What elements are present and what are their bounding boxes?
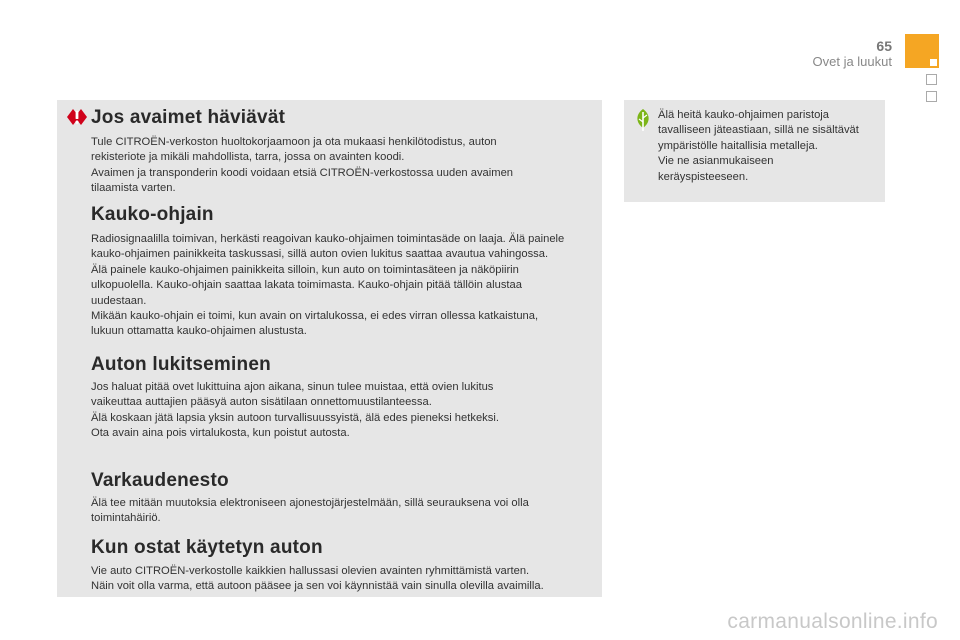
paragraph-lost-keys bbox=[91, 135, 597, 197]
heading-remote-control: Kauko-ohjain bbox=[91, 204, 214, 225]
heading-lost-keys: Jos avaimet häviävät bbox=[91, 107, 286, 128]
text-line: Älä tee mitään muutoksia elektroniseen ajonestojärjestelmään, sillä seurauksena voi olla bbox=[91, 497, 529, 509]
eco-leaf-icon bbox=[633, 108, 653, 132]
heading-anti-theft: Varkaudenesto bbox=[91, 470, 229, 491]
chapter-tab bbox=[905, 34, 939, 68]
text-line: Vie auto CITROËN-verkostolle kaikkien hallussasi olevien avainten ryhmittämistä varten. bbox=[91, 565, 530, 577]
text-line: Älä koskaan jätä lapsia yksin autoon turvallisuussyistä, älä edes pieneksi hetkeksi. bbox=[91, 411, 499, 424]
text-line: uudestaan. bbox=[91, 294, 147, 307]
text-line: Radiosignaalilla toimivan, herkästi reagoivan kauko-ohjaimen toimintasäde on laaja. Älä painele bbox=[91, 233, 565, 245]
tab-marker bbox=[930, 59, 937, 66]
text-line: toimintahäiriö. bbox=[91, 512, 161, 525]
paragraph-anti-theft bbox=[91, 496, 597, 527]
text-line: Älä heitä kauko-ohjaimen paristoja bbox=[658, 109, 830, 121]
text-line: Ota avain aina pois virtalukosta, kun poistut autosta. bbox=[91, 427, 350, 440]
text-line: Älä painele kauko-ohjaimen painikkeita silloin, kun auto on toimintasäteen ja näköpiirin bbox=[91, 263, 519, 276]
text-line: kauko-ohjaimen painikkeita taskussasi, sillä auton ovien lukitus saattaa avautua vahingossa. bbox=[91, 248, 549, 261]
text-line: tilaamista varten. bbox=[91, 182, 176, 195]
paragraph-remote-control bbox=[91, 232, 597, 340]
text-line: Avaimen ja transponderin koodi voidaan etsiä CITROËN-verkostossa uuden avaimen bbox=[91, 166, 514, 179]
tab-box-1 bbox=[926, 74, 937, 85]
section-label: Ovet ja luukut bbox=[812, 54, 892, 69]
text-line: Vie ne asianmukaiseen bbox=[658, 155, 774, 168]
tab-box-2 bbox=[926, 91, 937, 102]
text-line: ympäristölle haitallisia metalleja. bbox=[658, 139, 818, 152]
text-line: lukuun ottamatta kauko-ohjaimen alustusta. bbox=[91, 325, 307, 338]
text-line: tavalliseen jäteastiaan, sillä ne sisältävät bbox=[658, 124, 859, 137]
text-line: vaikeuttaa auttajien pääsyä auton sisätilaan onnettomuustilanteessa. bbox=[91, 396, 432, 409]
text-line: keräyspisteeseen. bbox=[658, 170, 749, 183]
warning-icon bbox=[66, 108, 88, 128]
paragraph-car-locking bbox=[91, 380, 597, 442]
heading-car-locking: Auton lukitseminen bbox=[91, 354, 271, 375]
paragraph-used-car bbox=[91, 564, 597, 595]
text-line: Mikään kauko-ohjain ei toimi, kun avain on virtalukossa, ei edes virran ollessa katkaistuna, bbox=[91, 310, 539, 323]
text-line: Näin voit olla varma, että autoon pääsee ja sen voi käynnistää vain sinulla olevilla avaimilla. bbox=[91, 580, 544, 593]
heading-used-car: Kun ostat käytetyn auton bbox=[91, 537, 323, 558]
text-line: ulkopuolella. Kauko-ohjain saattaa lakata toimimasta. Kauko-ohjain pitää tällöin alustaa bbox=[91, 279, 522, 292]
page-number: 65 bbox=[876, 38, 892, 54]
text-line: Jos haluat pitää ovet lukittuina ajon aikana, sinun tulee muistaa, että ovien lukitus bbox=[91, 381, 494, 393]
environment-note-text bbox=[658, 108, 882, 185]
text-line: Tule CITROËN-verkoston huoltokorjaamoon ja ota mukaasi henkilötodistus, auton bbox=[91, 136, 497, 148]
environment-note-panel bbox=[624, 100, 885, 202]
watermark: carmanualsonline.info bbox=[727, 610, 938, 633]
text-line: rekisteriote ja mikäli mahdollista, tarra, jossa on avainten koodi. bbox=[91, 151, 405, 164]
main-content-panel bbox=[57, 100, 602, 597]
